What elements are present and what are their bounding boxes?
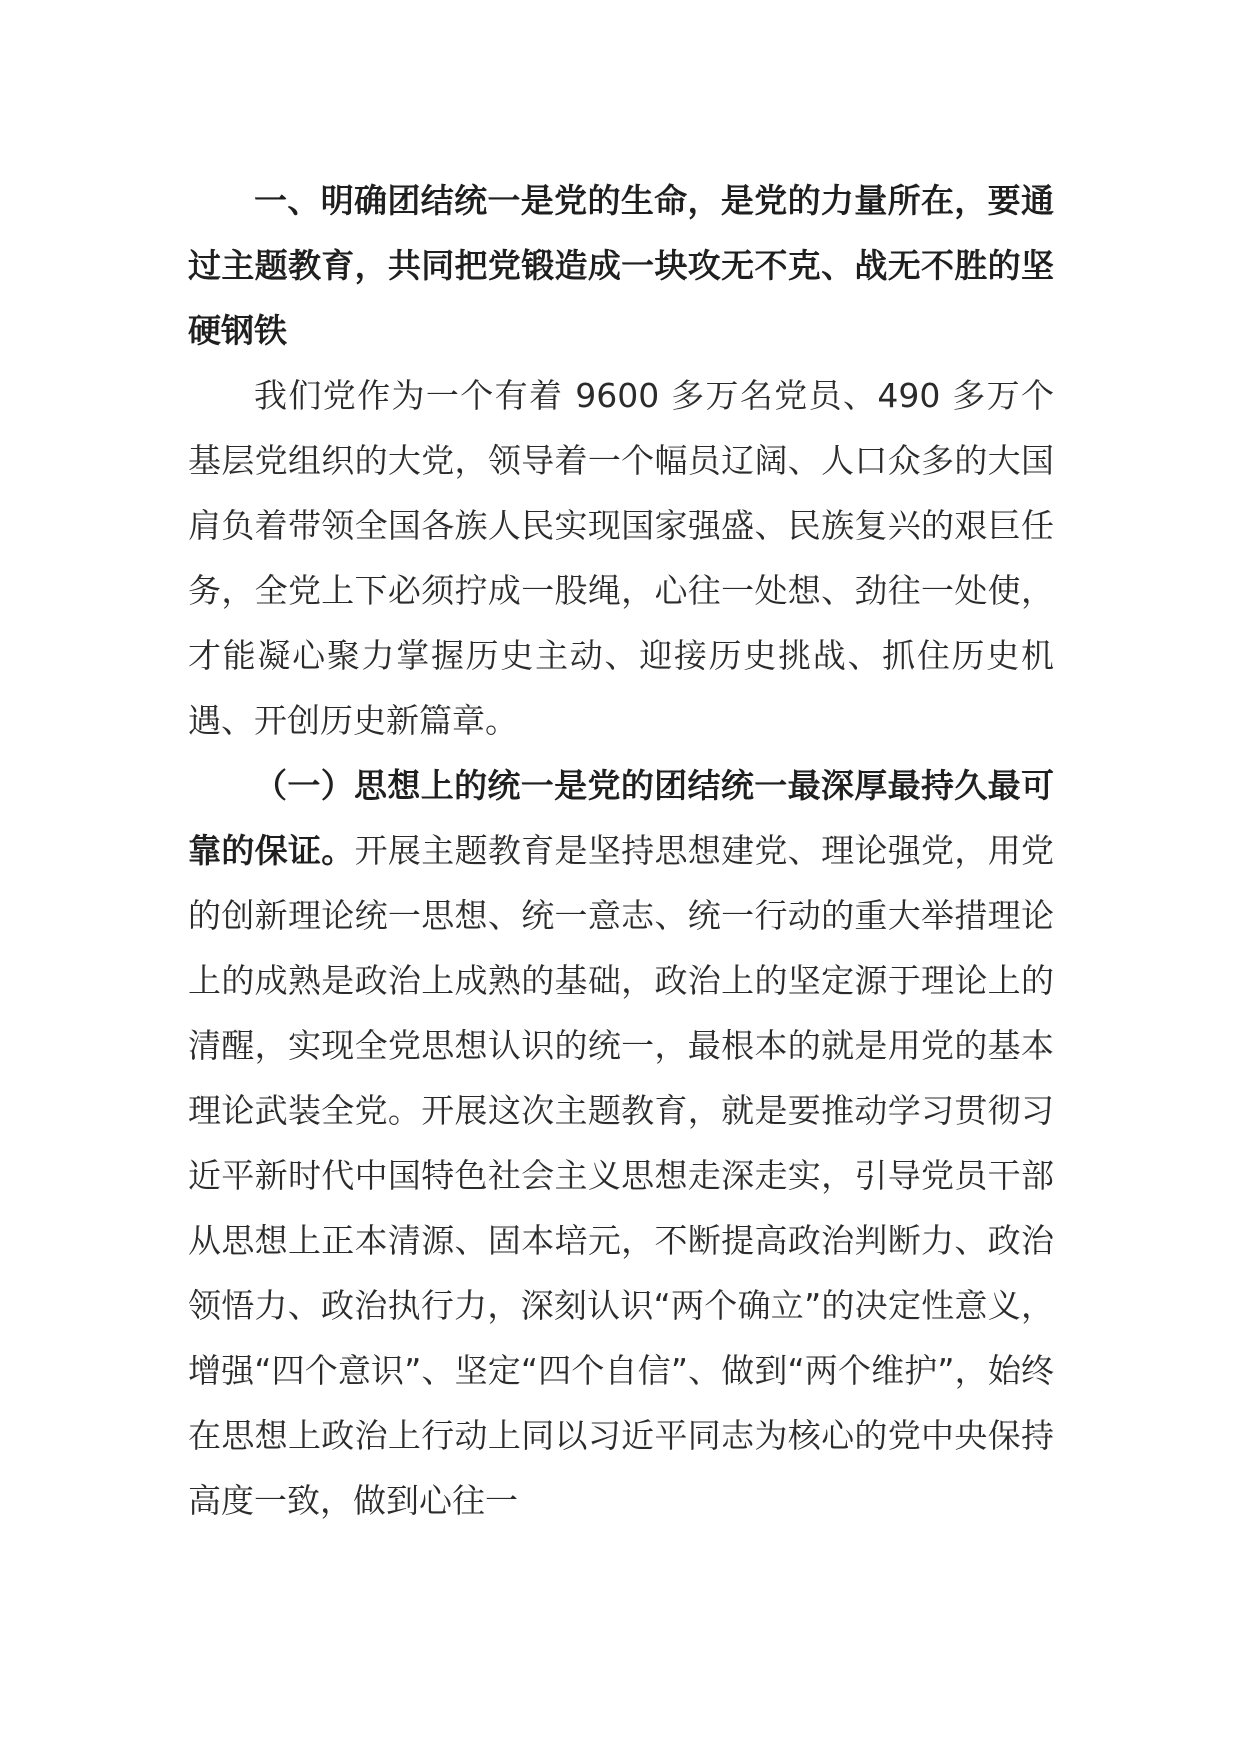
body-paragraph-1: 我们党作为一个有着 9600 多万名党员、490 多万个基层党组织的大党，领导着一个幅员辽阔、人口众多的大国肩负着带领全国各族人民实现国家强盛、民族复兴的艰巨任务，全党上下必须拧成一股绳，心往一处想、劲往一处使，才能凝心聚力掌握历史主动、迎接历史挑战、抓住历史机遇、开创历史新篇章。 [188,376,1054,740]
subsection-lead: （一）思想上的统一是党的团结统一最深厚最持久最可靠的保证。 [188,766,1054,870]
section-heading: 一、明确团结统一是党的生命，是党的力量所在，要通过主题教育，共同把党锻造成一块攻无不克、战无不胜的坚硬钢铁 [188,181,1054,350]
document-body [188,168,1054,1533]
body-paragraph-2 [188,753,1054,1533]
subsection-body: 开展主题教育是坚持思想建党、理论强党，用党的创新理论统一思想、统一意志、统一行动的重大举措理论上的成熟是政治上成熟的基础，政治上的坚定源于理论上的清醒，实现全党思想认识的统一，最根本的就是用党的基本理论武装全党。开展这次主题教育，就是要推动学习贯彻习近平新时代中国特色社会主义思想走深走实，引导党员干部从思想上正本清源、固本培元，不断提高政治判断力、政治领悟力、政治执行力，深刻认识“两个确立”的决定性意义，增强“四个意识”、坚定“四个自信”、做到“两个维护”，始终在思想上政治上行动上同以习近平同志为核心的党中央保持高度一致，做到心往一 [188,831,1055,1520]
